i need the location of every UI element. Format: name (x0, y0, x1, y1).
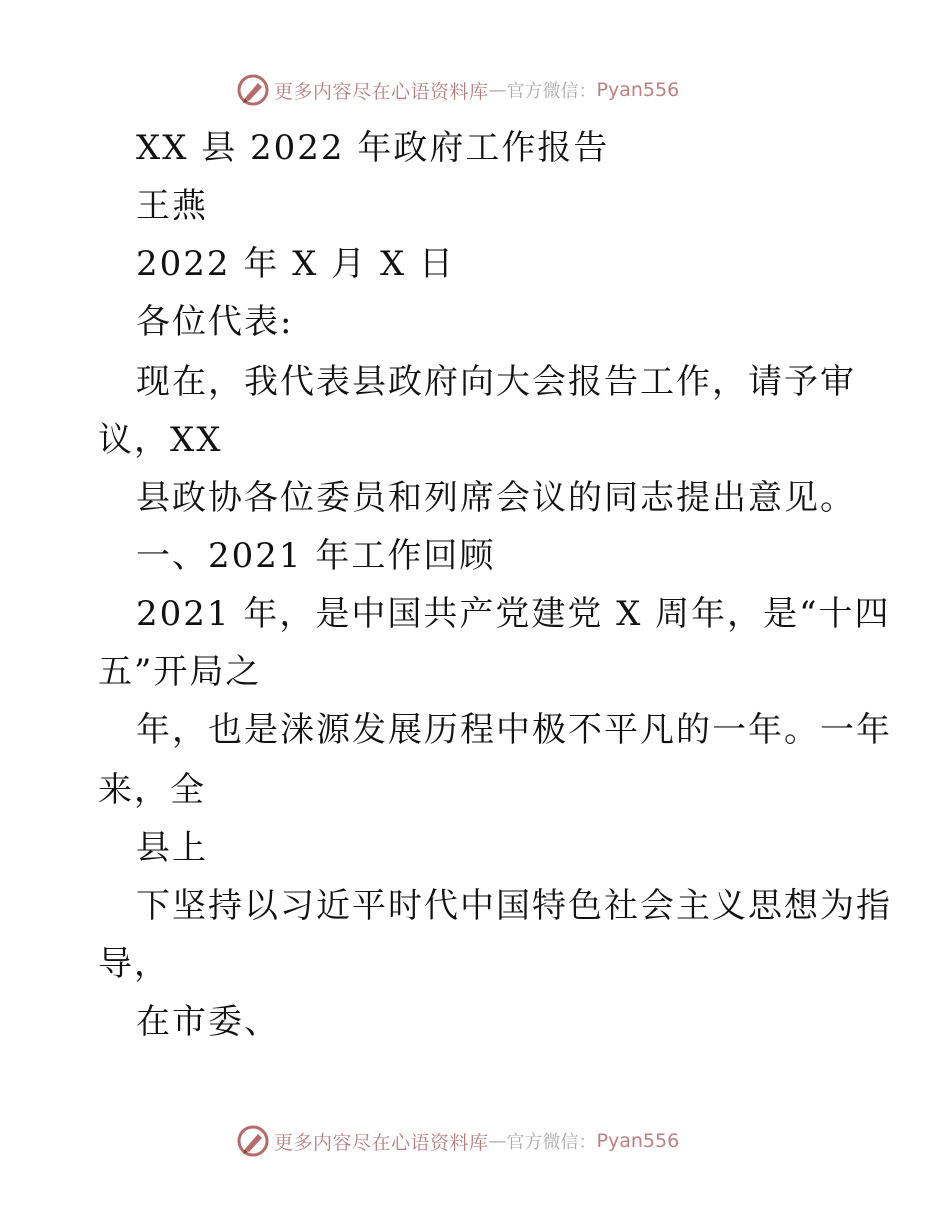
section-heading: 一、2021 年工作回顾 (136, 536, 496, 576)
document-title: XX 县 2022 年政府工作报告 (136, 128, 610, 168)
watermark-brand: 更多内容尽在心语资料库 (274, 1131, 489, 1154)
paragraph-line: 在市委、 (136, 1002, 280, 1042)
salutation: 各位代表: (136, 302, 294, 342)
watermark-wechat-id: Pyan556 (596, 79, 680, 101)
paragraph-line: 来，全 (98, 770, 206, 810)
watermark-separator: — (488, 79, 507, 101)
paragraph-line: 议，XX (98, 420, 223, 460)
watermark-brand: 更多内容尽在心语资料库 (274, 80, 489, 103)
header-watermark (236, 73, 679, 107)
watermark-official: 官方微信： (506, 1132, 597, 1153)
paragraph-line: 年，也是涞源发展历程中极不平凡的一年。一年 (136, 710, 892, 750)
watermark-official: 官方微信： (506, 81, 597, 102)
pen-logo-icon (236, 73, 270, 107)
paragraph-line: 下坚持以习近平时代中国特色社会主义思想为指 (136, 886, 892, 926)
pen-logo-icon (236, 1124, 270, 1158)
paragraph-line: 五”开局之 (98, 652, 262, 692)
paragraph-line: 县上 (136, 828, 208, 868)
paragraph-line: 现在，我代表县政府向大会报告工作，请予审 (136, 362, 856, 402)
watermark-separator: — (488, 1130, 507, 1152)
report-date: 2022 年 X 月 X 日 (136, 244, 455, 284)
paragraph-line: 2021 年，是中国共产党建党 X 周年，是“十四 (136, 594, 891, 634)
paragraph-line: 导， (98, 944, 170, 984)
watermark-wechat-id: Pyan556 (596, 1130, 680, 1152)
paragraph-line: 县政协各位委员和列席会议的同志提出意见。 (136, 478, 856, 518)
author-name: 王燕 (136, 186, 208, 226)
footer-watermark (236, 1124, 679, 1158)
